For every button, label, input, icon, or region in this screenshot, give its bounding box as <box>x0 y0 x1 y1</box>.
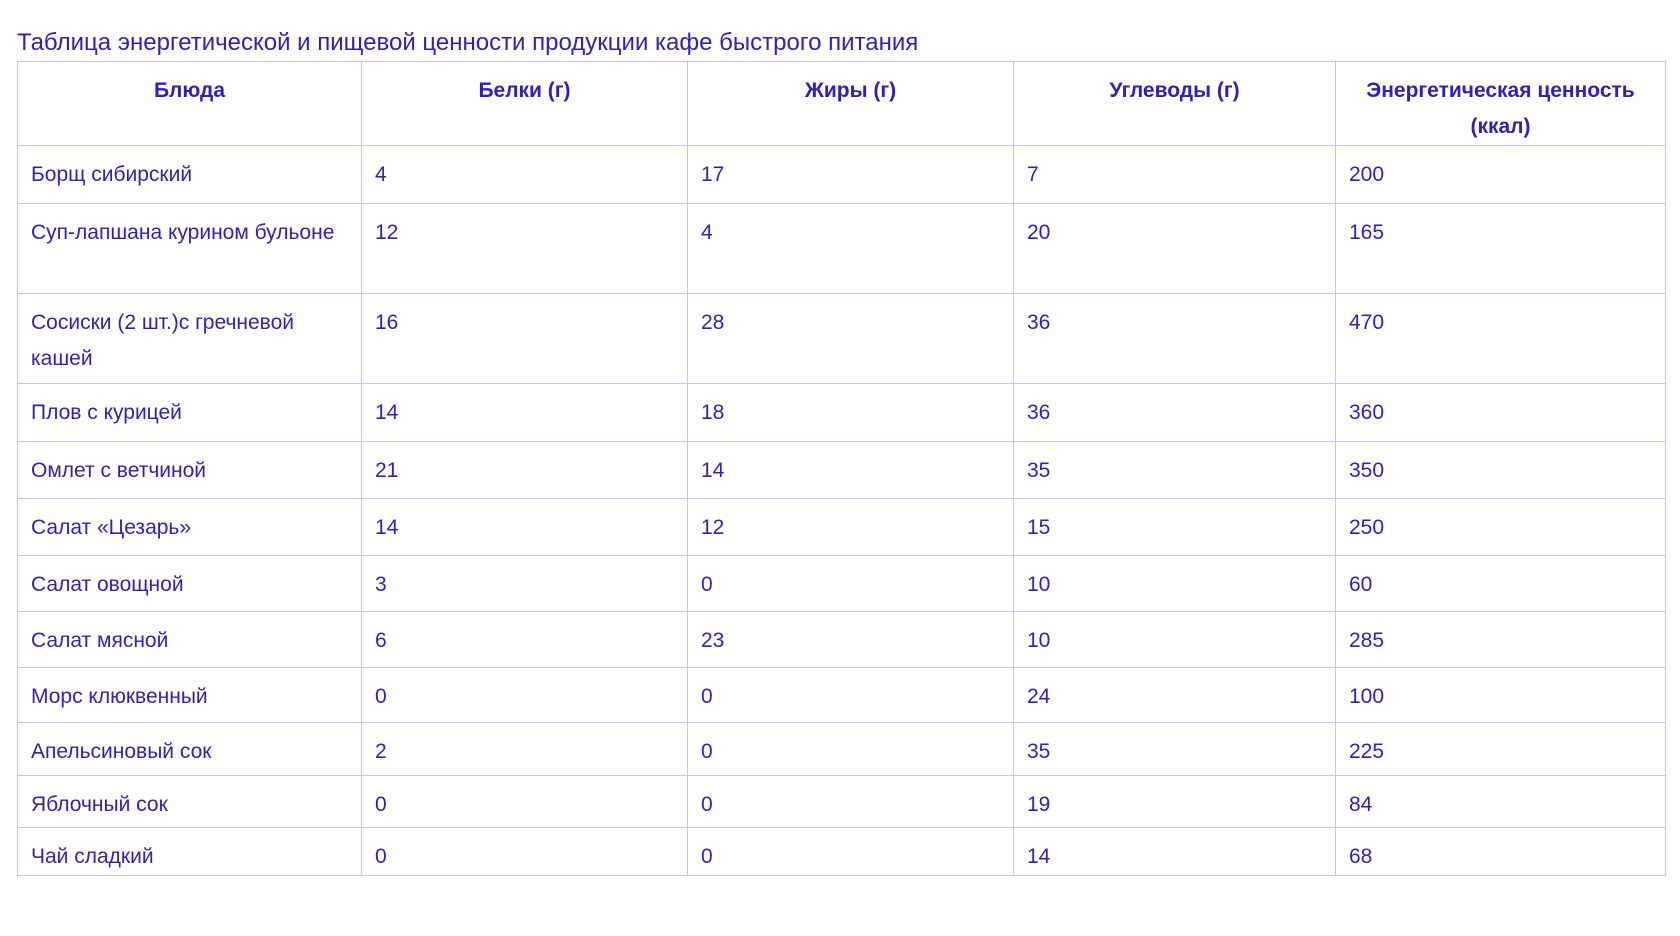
carbs-cell: 10 <box>1014 556 1336 612</box>
carbs-cell: 20 <box>1014 204 1336 294</box>
table-body <box>18 146 1666 876</box>
carbs-cell: 10 <box>1014 612 1336 668</box>
carbs-cell: 24 <box>1014 668 1336 723</box>
header-energy: Энергетическая ценность (ккал) <box>1336 62 1666 146</box>
protein-cell: 21 <box>362 442 688 499</box>
dish-cell: Салат «Цезарь» <box>18 499 362 556</box>
energy-cell: 225 <box>1336 723 1666 776</box>
dish-cell: Плов с курицей <box>18 384 362 442</box>
energy-cell: 100 <box>1336 668 1666 723</box>
dish-cell: Яблочный сок <box>18 776 362 828</box>
carbs-cell: 35 <box>1014 723 1336 776</box>
energy-cell: 165 <box>1336 204 1666 294</box>
energy-cell: 60 <box>1336 556 1666 612</box>
carbs-cell: 36 <box>1014 294 1336 384</box>
table-row <box>18 723 1666 776</box>
table-row <box>18 776 1666 828</box>
energy-cell: 200 <box>1336 146 1666 204</box>
energy-cell: 68 <box>1336 828 1666 876</box>
protein-cell: 4 <box>362 146 688 204</box>
carbs-cell: 36 <box>1014 384 1336 442</box>
dish-cell: Чай сладкий <box>18 828 362 876</box>
header-fat: Жиры (г) <box>688 62 1014 146</box>
energy-cell: 360 <box>1336 384 1666 442</box>
table-header-row <box>18 62 1666 146</box>
fat-cell: 12 <box>688 499 1014 556</box>
fat-cell: 28 <box>688 294 1014 384</box>
dish-cell: Борщ сибирский <box>18 146 362 204</box>
table-row <box>18 294 1666 384</box>
dish-cell: Сосиски (2 шт.)с гречневой кашей <box>18 294 362 384</box>
table-row <box>18 556 1666 612</box>
header-carbs: Углеводы (г) <box>1014 62 1336 146</box>
carbs-cell: 19 <box>1014 776 1336 828</box>
fat-cell: 0 <box>688 776 1014 828</box>
fat-cell: 14 <box>688 442 1014 499</box>
fat-cell: 0 <box>688 556 1014 612</box>
protein-cell: 0 <box>362 668 688 723</box>
energy-cell: 350 <box>1336 442 1666 499</box>
dish-cell: Апельсиновый сок <box>18 723 362 776</box>
protein-cell: 6 <box>362 612 688 668</box>
fat-cell: 18 <box>688 384 1014 442</box>
fat-cell: 4 <box>688 204 1014 294</box>
fat-cell: 23 <box>688 612 1014 668</box>
fat-cell: 0 <box>688 828 1014 876</box>
page-title: Таблица энергетической и пищевой ценности продукции кафе быстрого питания <box>17 29 919 57</box>
protein-cell: 12 <box>362 204 688 294</box>
protein-cell: 2 <box>362 723 688 776</box>
dish-cell: Салат мясной <box>18 612 362 668</box>
table-row <box>18 668 1666 723</box>
table-row <box>18 146 1666 204</box>
energy-cell: 250 <box>1336 499 1666 556</box>
protein-cell: 16 <box>362 294 688 384</box>
protein-cell: 14 <box>362 499 688 556</box>
table-row <box>18 442 1666 499</box>
dish-cell: Морс клюквенный <box>18 668 362 723</box>
carbs-cell: 7 <box>1014 146 1336 204</box>
energy-cell: 470 <box>1336 294 1666 384</box>
header-dish: Блюда <box>18 62 362 146</box>
table-row <box>18 612 1666 668</box>
fat-cell: 0 <box>688 668 1014 723</box>
dish-cell: Суп-лапшана курином бульоне <box>18 204 362 294</box>
carbs-cell: 15 <box>1014 499 1336 556</box>
carbs-cell: 35 <box>1014 442 1336 499</box>
protein-cell: 14 <box>362 384 688 442</box>
table-row <box>18 384 1666 442</box>
energy-cell: 84 <box>1336 776 1666 828</box>
dish-cell: Салат овощной <box>18 556 362 612</box>
protein-cell: 3 <box>362 556 688 612</box>
protein-cell: 0 <box>362 828 688 876</box>
table-row <box>18 828 1666 876</box>
dish-cell: Омлет с ветчиной <box>18 442 362 499</box>
fat-cell: 17 <box>688 146 1014 204</box>
table-row <box>18 204 1666 294</box>
header-protein: Белки (г) <box>362 62 688 146</box>
fat-cell: 0 <box>688 723 1014 776</box>
nutrition-table <box>17 61 1666 876</box>
energy-cell: 285 <box>1336 612 1666 668</box>
carbs-cell: 14 <box>1014 828 1336 876</box>
protein-cell: 0 <box>362 776 688 828</box>
table-row <box>18 499 1666 556</box>
